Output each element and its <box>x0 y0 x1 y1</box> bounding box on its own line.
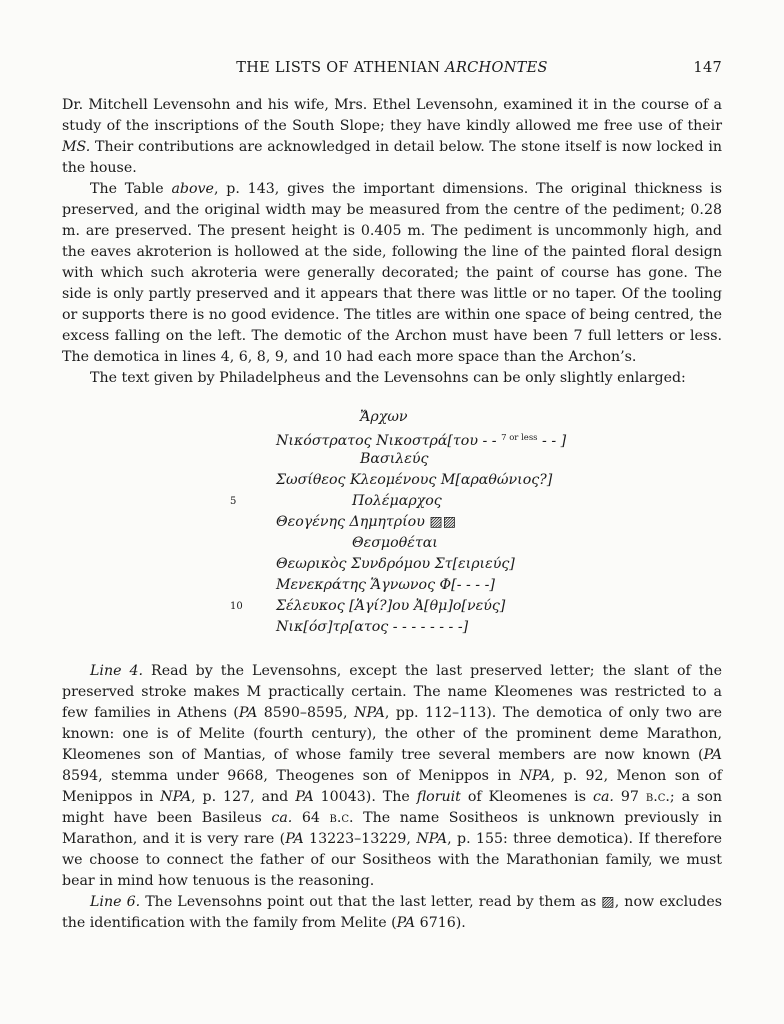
inscription-line-4: Σωσίθεος Κλεομένους Μ[αραθώνιος?] <box>276 472 553 488</box>
inscription-line-2: Νικόστρατος Νικοστρά[του - - $^{7 or less}$ - - ] <box>276 433 567 449</box>
paragraph-dimensions: The Table above, p. 143, gives the important dimensions. The original thickness is preserved, and the original width may be measured from the centre of the pediment; 0.28 m. are preserved. The present height is 0.405 m. The pediment is uncommonly high, and the eaves akroterion is hollowed at the side, following the line of the painted floral design with which such akroteria were generally decorated; the paint of course has gone. The side is only partly preserved and it appears that there was little or no taper. Of the tooling or supports there is no good evidence. The titles are within one space of being centred, the excess falling on the left. The demotic of the Archon must have been 7 full letters or less. The demotica in lines 4, 6, 8, 9, and 10 had each more space than the Archon’s. <box>62 181 722 365</box>
running-header <box>62 60 722 82</box>
inscription-line-3: Βασιλεύς <box>360 451 429 467</box>
paragraph-intro: Dr. Mitchell Levensohn and his wife, Mrs. Ethel Levensohn, examined it in the course of a study of the inscriptions of the South Slope; they have kindly allowed me free use of their MS. Their contributions are acknowledged in detail below. The stone itself is now locked in the house. <box>62 97 722 176</box>
inscription-text <box>62 407 722 639</box>
inscription-line-5: Πολέμαρχος <box>352 493 442 509</box>
inscription-line-1: Ἄρχων <box>360 409 408 425</box>
running-title: THE LISTS OF ATHENIAN ARCHONTES <box>236 60 548 76</box>
inscription-line-9: Μενεκράτης Ἅγνωνος Φ[- - - -] <box>276 577 495 593</box>
paragraph-line-6-commentary: Line 6. The Levensohns point out that the last letter, read by them as ▨, now excludes the identification with the family from Melite (PA 6716). <box>62 894 722 931</box>
inscription-line-10: Σέλευκος [Ἁγί?]ου Ἀ[θμ]ο[νεύς] <box>276 598 506 614</box>
inscription-line-6: Θεογένης Δημητρίου ▨▨ <box>276 514 457 530</box>
inscription-line-11: Νικ[όσ]τρ[ατος - - - - - - - -] <box>276 619 469 635</box>
inscription-line-7: Θεσμοθέται <box>352 535 438 551</box>
inscription-line-8: Θεωρικὸς Συνδρόμου Στ[ειριεύς] <box>276 556 515 572</box>
paragraph-line-4-commentary: Line 4. Read by the Levensohns, except the last preserved letter; the slant of the preserved stroke makes M practically certain. The name Kleomenes was restricted to a few families in Athens (PA 8590–8595, NPA, pp. 112–113). The demotica of only two are known: one is of Melite (fourth century), the other of the prominent deme Marathon, Kleomenes son of Mantias, of whose family tree several members are now known (PA 8594, stemma under 9668, Theogenes son of Menippos in NPA, p. 92, Menon son of Menippos in NPA, p. 127, and PA 10043). The floruit of Kleomenes is ca. 97 b.c.; a son might have been Basileus ca. 64 b.c. The name Sositheos is unknown previously in Marathon, and it is very rare (PA 13223–13229, NPA, p. 155: three demotica). If therefore we choose to connect the father of our Sositheos with the Marathonian family, we must bear in mind how tenuous is the reasoning. <box>62 663 723 889</box>
lacuna-note: 7 or less <box>501 433 538 443</box>
line-number-5: 5 <box>230 496 237 507</box>
page-number: 147 <box>693 60 722 76</box>
paragraph-text-intro: The text given by Philadelpheus and the Levensohns can be only slightly enlarged: <box>90 370 686 386</box>
page-body <box>62 95 722 934</box>
line-number-10: 10 <box>230 601 243 612</box>
